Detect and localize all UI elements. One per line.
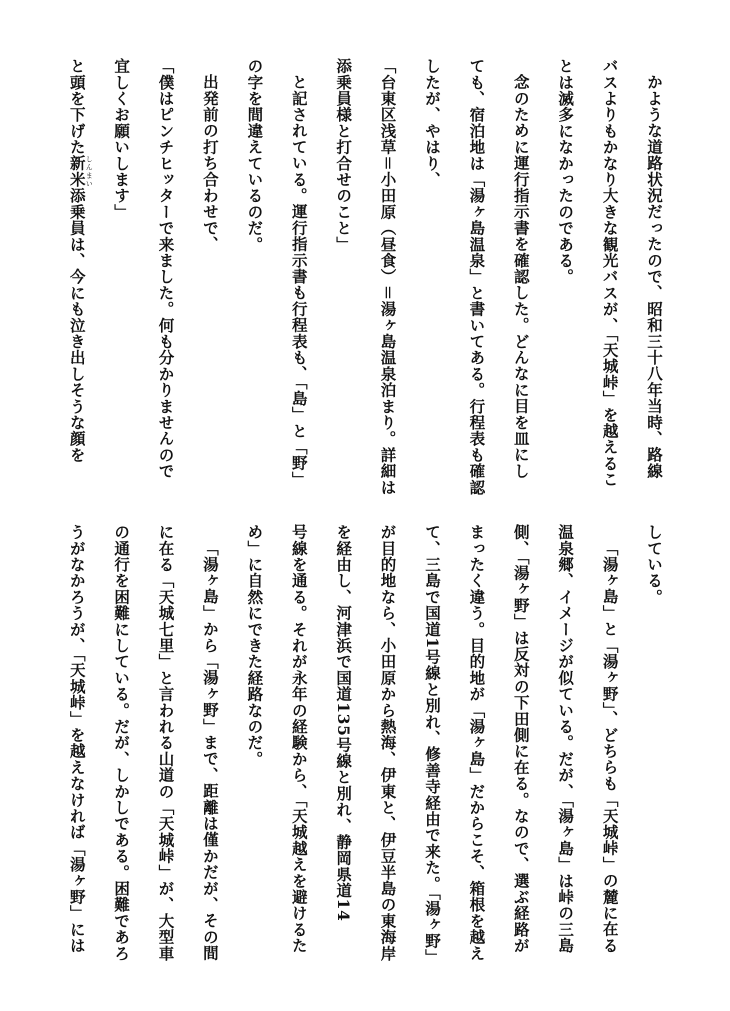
- text-line: め」に自然にできた経路なのだ。: [245, 524, 265, 767]
- upper-text-block: [54, 58, 676, 496]
- text-line: て、三島で国道1号線と別れ、修善寺経由で来た。「湯ヶ野」: [422, 524, 442, 966]
- text-line: を経由し、河津浜で国道135号線と別れ、静岡県道14: [334, 524, 354, 922]
- text-line: 温泉郷、イメージが似ている。だが、「湯ヶ島」は峠の三島: [556, 524, 576, 954]
- text-line: したが、やはり、: [422, 58, 442, 188]
- text-line: 宜しくお願いします」: [112, 58, 132, 220]
- text-line: 号線を通る。それが永年の経験から、「天城越えを避けるた: [289, 524, 309, 954]
- text-line: と頭を下げた新米しんまい添乗員は、今にも泣き出しそうな顔を: [67, 58, 94, 464]
- furigana-reading: しんまい: [85, 155, 94, 188]
- text-line: の字を間違えているのだ。: [245, 58, 265, 253]
- text-line: 添乗員様と打合せのこと」: [334, 58, 354, 253]
- text-line: まったく違う。目的地が「湯ヶ島」だからこそ、箱根を越え: [467, 524, 487, 962]
- furigana-word: 新米しんまい: [67, 155, 94, 188]
- text-line: している。: [644, 524, 664, 605]
- lower-text-block: [54, 524, 676, 974]
- text-line: とは滅多になかったのである。: [556, 58, 576, 285]
- text-line: 「台東区浅草＝小田原（昼食）＝湯ヶ島温泉泊まり。詳細は: [378, 58, 398, 496]
- text-line: 出発前の打ち合わせで、: [200, 73, 220, 252]
- text-line: の通行を困難にしている。だが、しかしである。困難であろ: [112, 524, 132, 962]
- text-line: うがなかろうが、「天城峠」を越えなければ「湯ヶ野」には: [67, 524, 87, 954]
- text-line: 「湯ヶ島」と「湯ヶ野」、どちらも「天城峠」の麓に在る: [600, 539, 620, 953]
- text-line: 側、「湯ヶ野」は反対の下田側に在る。なので、選ぶ経路が: [511, 524, 531, 954]
- text-line: と記されている。運行指示書も行程表も、「島」と「野」: [289, 73, 309, 487]
- text-line: バスよりもかなり大きな観光バスが、「天城峠」を越えるこ: [600, 58, 620, 488]
- text-line: ても、宿泊地は「湯ヶ島温泉」と書いてある。行程表も確認: [467, 58, 487, 496]
- text-line: 「湯ヶ島」から「湯ヶ野」まで、距離は僅かだが、その間: [200, 539, 220, 961]
- text-line: が目的地なら、小田原から熱海、伊東と、伊豆半島の東海岸: [378, 524, 398, 962]
- text-line: に在る「天城七里」と言われる山道の「天城峠」が、大型車: [156, 524, 176, 962]
- text-line: かような道路状況だったので、昭和三十八年当時、路線: [644, 73, 664, 479]
- text-line: 念のために運行指示書を確認した。どんなに目を皿にし: [511, 73, 531, 479]
- text-line: 「僕はピンチヒッターで来ました。何も分かりませんので: [156, 58, 176, 480]
